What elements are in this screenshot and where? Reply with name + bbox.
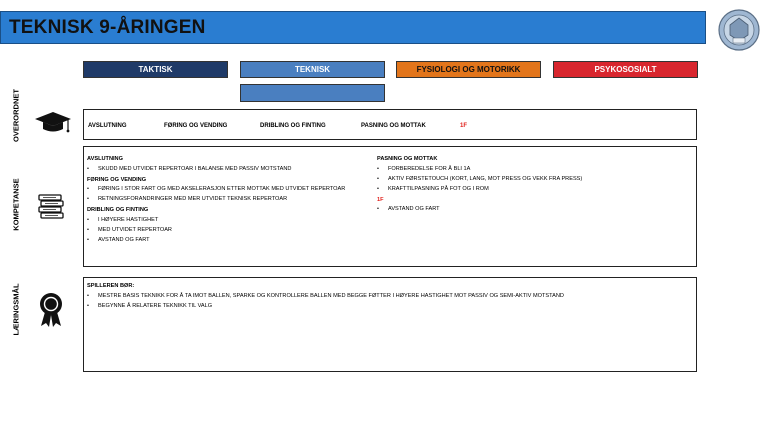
laeringsmal-box <box>83 277 697 372</box>
tab-taktisk[interactable]: TAKTISK <box>83 61 228 78</box>
kompetanse-bullet: • I HØYERE HASTIGHET <box>87 215 377 225</box>
kompetanse-heading: FØRING OG VENDING <box>87 176 147 183</box>
kompetanse-right-column <box>377 153 692 214</box>
kompetanse-bullet: • KRAFTTILPASNING PÅ FOT OG I ROM <box>377 184 692 194</box>
laeringsmal-heading: SPILLEREN BØR: <box>87 283 135 289</box>
tab-teknisk-active-indicator <box>240 84 385 102</box>
section-label-laeringsmal: LÆRINGSMÅL <box>11 283 21 336</box>
kompetanse-bullet: • FORBEREDELSE FOR Å BLI 1A <box>377 164 692 174</box>
overordnet-item: 1F <box>460 123 468 129</box>
kompetanse-bullet: • AVSTAND OG FART <box>87 235 377 245</box>
kompetanse-bullet: • AVSTAND OG FART <box>377 204 692 214</box>
overordnet-box <box>83 109 697 140</box>
kompetanse-bullet: • FØRING I STOR FART OG MED AKSELERASJON ETTER MOTTAK MED UTVIDET REPERTOAR <box>87 184 377 194</box>
overordnet-item: FØRING OG VENDING <box>164 123 228 129</box>
overordnet-item: PASNING OG MOTTAK <box>361 123 426 129</box>
laeringsmal-content <box>87 282 692 311</box>
kompetanse-bullet: • AKTIV FØRSTETOUCH (KORT, LANG, MOT PRESS OG VEKK FRA PRESS) <box>377 174 692 184</box>
kompetanse-heading: PASNING OG MOTTAK <box>377 156 438 162</box>
award-ribbon-icon <box>38 292 64 328</box>
overordnet-item: AVSLUTNING <box>88 123 127 129</box>
books-icon <box>38 193 66 219</box>
section-label-overordnet: OVERORDNET <box>11 89 21 142</box>
tab-teknisk[interactable]: TEKNISK <box>240 61 385 78</box>
section-label-kompetanse: KOMPETANSE <box>11 178 21 231</box>
laeringsmal-bullet: • BEGYNNE Å RELATERE TEKNIKK TIL VALG <box>87 301 692 311</box>
graduation-cap-icon <box>34 111 72 135</box>
kompetanse-bullet: • MED UTVIDET REPERTOAR <box>87 225 377 235</box>
tab-psykososialt[interactable]: PSYKOSOSIALT <box>553 61 698 78</box>
kompetanse-box <box>83 146 697 267</box>
kompetanse-heading: AVSLUTNING <box>87 156 123 162</box>
overordnet-item: DRIBLING OG FINTING <box>260 123 326 129</box>
page-header <box>0 11 706 44</box>
page-title: TEKNISK 9-ÅRINGEN <box>9 17 206 38</box>
tab-fysiologi-og-motorikk[interactable]: FYSIOLOGI OG MOTORIKK <box>396 61 541 78</box>
kompetanse-left-column <box>87 153 377 245</box>
club-badge-icon <box>718 9 760 51</box>
laeringsmal-bullet: • MESTRE BASIS TEKNIKK FOR Å TA IMOT BALLEN, SPARKE OG KONTROLLERE BALLEN MED BEGGE FØTTER I HØYERE HASTIGHET MOT PASSIV OG SEMI-AKTIV MOTSTAND <box>87 291 692 301</box>
kompetanse-bullet: • SKUDD MED UTVIDET REPERTOAR I BALANSE MED PASSIV MOTSTAND <box>87 164 377 174</box>
kompetanse-bullet: • RETNINGSFORANDRINGER MED MER UTVIDET TEKNISK REPERTOAR <box>87 194 377 204</box>
kompetanse-heading: 1F <box>377 196 384 203</box>
kompetanse-heading: DRIBLING OG FINTING <box>87 207 149 213</box>
